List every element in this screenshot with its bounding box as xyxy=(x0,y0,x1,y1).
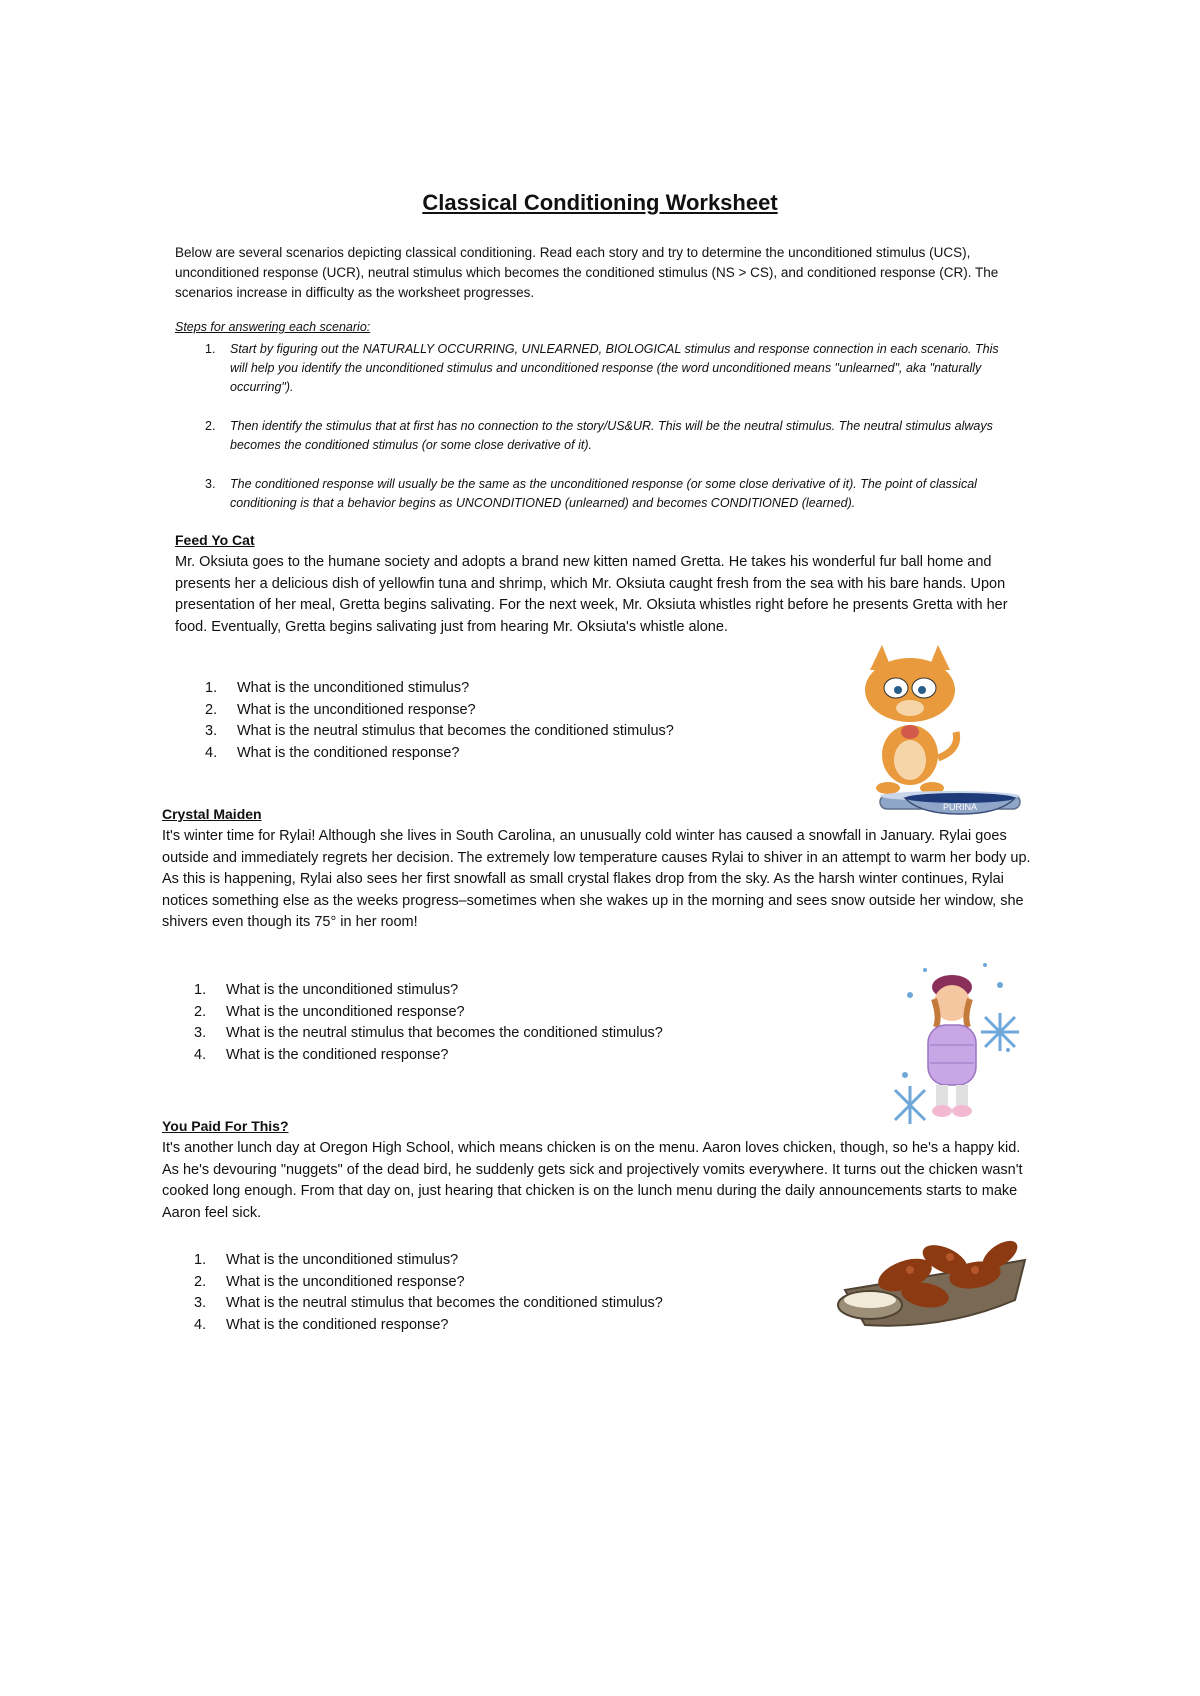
question-item xyxy=(205,700,765,722)
section-title-you-paid-for-this: You Paid For This? xyxy=(162,1118,289,1134)
question-number: 1. xyxy=(205,680,218,696)
step-number: 1. xyxy=(205,342,216,356)
question-item xyxy=(194,1002,764,1024)
question-text: What is the unconditioned stimulus? xyxy=(237,680,470,696)
dish-label: PURINA xyxy=(942,802,978,812)
question-item xyxy=(194,1023,764,1045)
question-text: What is the neutral stimulus that becomes the conditioned stimulus? xyxy=(226,1295,663,1311)
question-number: 2. xyxy=(194,1273,207,1290)
question-item xyxy=(194,980,764,1002)
question-number: 4. xyxy=(194,1046,207,1063)
question-item xyxy=(194,1272,764,1294)
step-number: 3. xyxy=(205,477,216,491)
intro-paragraph: Below are several scenarios depicting classical conditioning. Read each story and try to determine the unconditioned stimulus (UCS), unconditioned response (UCR), neutral stimulus which becomes the conditioned stimulus (NS > CS), and conditioned response (CR). The scenarios increase in difficulty as the worksheet progresses. xyxy=(175,245,999,300)
story-crystal-maiden: It's winter time for Rylai! Although she lives in South Carolina, an unusually cold winter has caused a snowfall in January. Rylai goes outside and immediately regrets her decision. The extremely low temperature causes Rylai to shiver in an attempt to warm her body up. As this is happening, Rylai also sees her first snowfall as small crystal flakes drop from the sky. As the harsh winter continues, Rylai notices something else as the weeks progress–sometimes when she wakes up in the morning and sees snow outside her window, she shivers even though its 75° in her room! xyxy=(162,828,1031,930)
question-text: What is the conditioned response? xyxy=(226,1046,449,1063)
question-number: 3. xyxy=(205,723,218,739)
question-text: What is the conditioned response? xyxy=(226,1316,449,1333)
step-text: Then identify the stimulus that at first has no connection to the story/US&UR. This will be the neutral stimulus. The neutral stimulus always becomes the conditioned stimulus (or some close derivative of it). xyxy=(230,419,993,452)
page-title: Classical Conditioning Worksheet xyxy=(422,190,778,215)
step-item xyxy=(205,417,1010,455)
questions-you-paid-for-this xyxy=(194,1250,764,1336)
questions-feed-yo-cat xyxy=(205,678,765,764)
step-text: Start by figuring out the NATURALLY OCCURRING, UNLEARNED, BIOLOGICAL stimulus and response connection in each scenario. This will help you identify the unconditioned stimulus and unconditioned response (the word unconditioned means "unlearned", aka "naturally occurring"). xyxy=(230,342,999,394)
section-title-feed-yo-cat: Feed Yo Cat xyxy=(175,532,255,548)
story-feed-yo-cat: Mr. Oksiuta goes to the humane society and adopts a brand new kitten named Gretta. He takes his wonderful fur ball home and presents her a delicious dish of yellowfin tuna and shrimp, which Mr. Oksiuta caught fresh from the sea with his bare hands. Upon presentation of her meal, Gretta begins salivating. For the next week, Mr. Oksiuta whistles right before he presents Gretta with her food. Eventually, Gretta begins salivating just from hearing Mr. Oksiuta's whistle alone. xyxy=(175,554,1008,635)
question-number: 3. xyxy=(194,1295,207,1311)
step-number: 2. xyxy=(205,419,216,433)
question-text: What is the conditioned response? xyxy=(237,744,460,761)
question-number: 1. xyxy=(194,982,207,998)
step-text: The conditioned response will usually be the same as the unconditioned response (or some close derivative of it). The point of classical conditioning is that a behavior begins as UNCONDITIONED (unlearned) and becomes CONDITIONED (learned). xyxy=(230,477,977,510)
question-text: What is the neutral stimulus that becomes the conditioned stimulus? xyxy=(226,1025,663,1041)
step-item xyxy=(205,475,1010,513)
question-item xyxy=(194,1045,764,1067)
question-item xyxy=(194,1250,764,1272)
question-number: 4. xyxy=(194,1316,207,1333)
question-number: 4. xyxy=(205,744,218,761)
question-text: What is the unconditioned response? xyxy=(237,701,476,718)
step-item xyxy=(205,340,1010,397)
steps-list xyxy=(205,340,1010,533)
question-item xyxy=(205,678,765,700)
question-text: What is the unconditioned response? xyxy=(226,1273,465,1290)
questions-crystal-maiden xyxy=(194,980,764,1066)
question-text: What is the unconditioned stimulus? xyxy=(226,982,459,998)
question-text: What is the neutral stimulus that becomes the conditioned stimulus? xyxy=(237,723,674,739)
section-title-crystal-maiden: Crystal Maiden xyxy=(162,806,262,822)
fried-chicken-icon xyxy=(825,1220,1035,1340)
question-text: What is the unconditioned response? xyxy=(226,1003,465,1020)
question-text: What is the unconditioned stimulus? xyxy=(226,1252,459,1268)
question-item xyxy=(194,1315,764,1337)
question-number: 1. xyxy=(194,1252,207,1268)
question-number: 2. xyxy=(194,1003,207,1020)
question-number: 2. xyxy=(205,701,218,718)
question-item xyxy=(205,743,765,765)
question-number: 3. xyxy=(194,1025,207,1041)
question-item xyxy=(194,1293,764,1315)
steps-heading: Steps for answering each scenario: xyxy=(175,320,371,334)
winter-girl-icon xyxy=(890,955,1020,1125)
food-dish-icon xyxy=(900,790,1020,818)
question-item xyxy=(205,721,765,743)
story-you-paid-for-this: It's another lunch day at Oregon High School, which means chicken is on the menu. Aaron loves chicken, though, so he's a happy kid. As he's devouring "nuggets" of the dead bird, he suddenly gets sick and projectively vomits everywhere. It turns out the chicken wasn't cooked long enough. From that day on, just hearing that chicken is on the lunch menu during the daily announcements starts to make Aaron feel sick. xyxy=(162,1140,1023,1221)
